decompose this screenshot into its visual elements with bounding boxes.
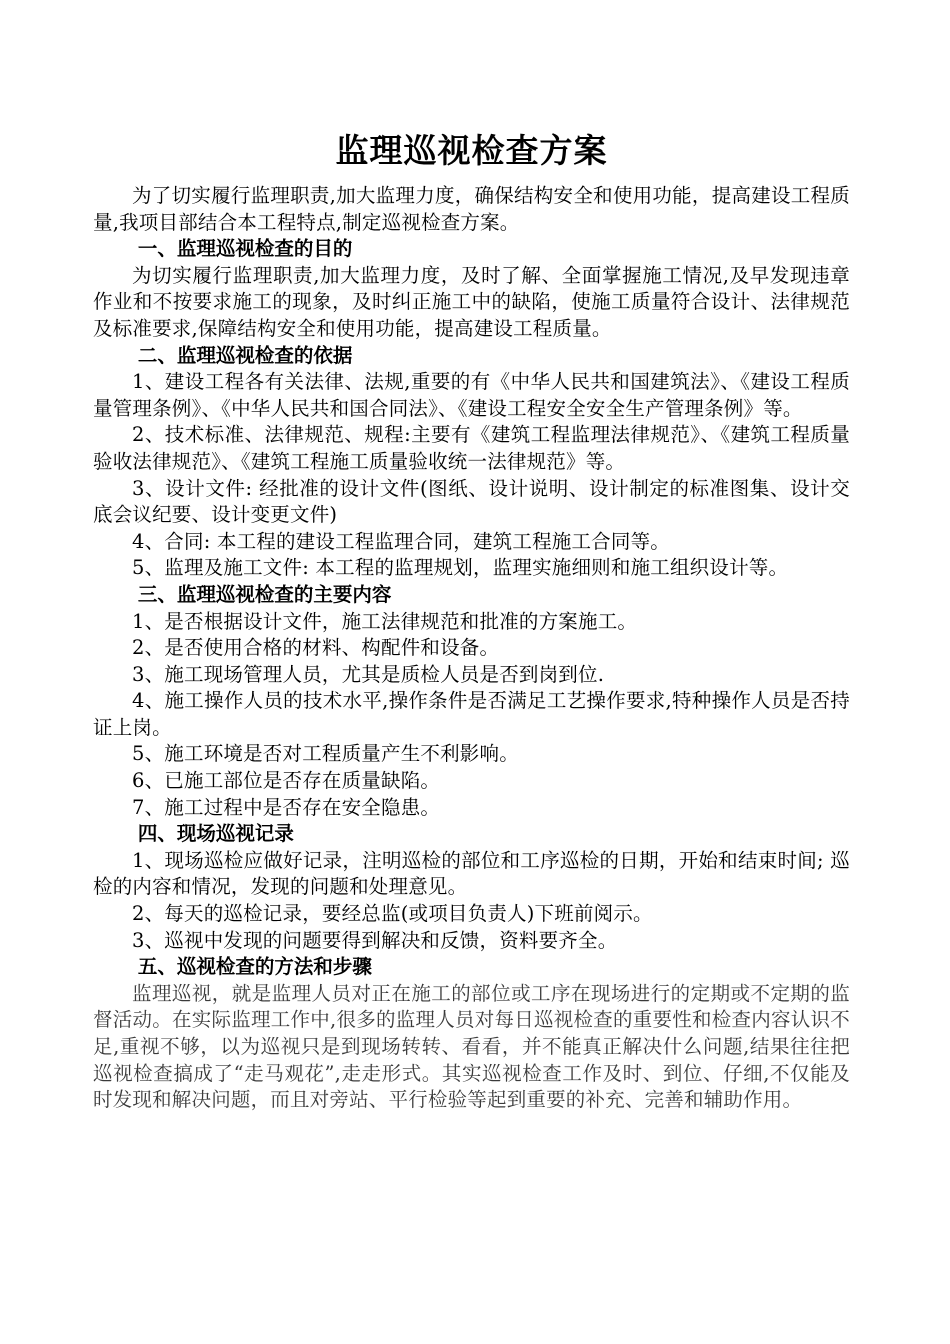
section-5-heading: 五、巡视检查的方法和步骤 [137,955,372,979]
intro-paragraph: 为了切实履行监理职责,加大监理力度，确保结构安全和使用功能，提高建设工程质量,我项目部结合本工程特点,制定巡视检查方案。 [93,184,850,234]
section-3-paragraph-2: 2、是否使用合格的材料、构配件和设备。 [132,636,500,660]
section-2-paragraph-4: 4、合同: 本工程的建设工程监理合同，建筑工程施工合同等。 [132,529,670,553]
section-2-paragraph-2: 2、技术标准、法律规范、规程:主要有《建筑工程监理法律规范》、《建筑工程质量验收法律规范》、《建筑工程施工质量验收统一法律规范》等。 [93,423,850,473]
section-2-paragraph-1: 1、建设工程各有关法律、法规,重要的有《中华人民共和国建筑法》、《建设工程质量管理条例》、《中华人民共和国合同法》、《建设工程安全安全生产管理条例》等。 [93,370,850,420]
section-3-paragraph-5: 5、施工环境是否对工程质量产生不利影响。 [132,742,519,766]
section-4-paragraph-2: 2、每天的巡检记录，要经总监(或项目负责人)下班前阅示。 [132,902,653,926]
section-4-paragraph-1: 1、现场巡检应做好记录，注明巡检的部位和工序巡检的日期，开始和结束时间; 巡检的内容和情况，发现的问题和处理意见。 [93,848,850,899]
section-5-paragraph-1: 监理巡视，就是监理人员对正在施工的部位或工序在现场进行的定期或不定期的监督活动。在实际监理工作中,很多的监理人员对每日巡视检查的重要性和检查内容认识不足,重视不够，以为巡视只是到现场转转、看看，并不能真正解决什么问题,结果往往把巡视检查搞成了“走马观花”,走走形式。其实巡视检查工作及时、到位、仔细,不仅能及时发现和解决问题，而且对旁站、平行检验等起到重要的补充、完善和辅助作用。 [93,981,850,1112]
section-3-paragraph-3: 3、施工现场管理人员，尤其是质检人员是否到岗到位. [132,662,605,686]
section-4-heading: 四、现场巡视记录 [137,822,294,846]
section-2-heading: 二、监理巡视检查的依据 [137,343,353,367]
section-3-paragraph-1: 1、是否根据设计文件，施工法律规范和批准的方案施工。 [132,609,638,633]
section-5-body [93,981,850,1114]
section-3-heading: 三、监理巡视检查的主要内容 [137,582,392,606]
section-3-paragraph-4: 4、施工操作人员的技术水平,操作条件是否满足工艺操作要求,特种操作人员是否持证上岗。 [93,689,850,739]
section-1-paragraph-1: 为切实履行监理职责,加大监理力度，及时了解、全面掌握施工情况,及早发现违章作业和不按要求施工的现象，及时纠正施工中的缺陷，使施工质量符合设计、法律规范及标准要求,保障结构安全和使用功能，提高建设工程质量。 [93,263,850,340]
section-2-paragraph-3: 3、设计文件: 经批准的设计文件(图纸、设计说明、设计制定的标准图集、设计交底会议纪要、设计变更文件) [93,476,850,527]
section-2-paragraph-5: 5、监理及施工文件: 本工程的监理规划，监理实施细则和施工组织设计等。 [132,556,789,580]
section-3-paragraph-6: 6、已施工部位是否存在质量缺陷。 [132,769,441,793]
document-title: 监理巡视检查方案 [335,131,608,170]
section-1-heading: 一、监理巡视检查的目的 [137,237,353,261]
section-3-paragraph-7: 7、施工过程中是否存在安全隐患。 [132,795,441,819]
section-4-paragraph-3: 3、巡视中发现的问题要得到解决和反馈，资料要齐全。 [132,928,618,952]
